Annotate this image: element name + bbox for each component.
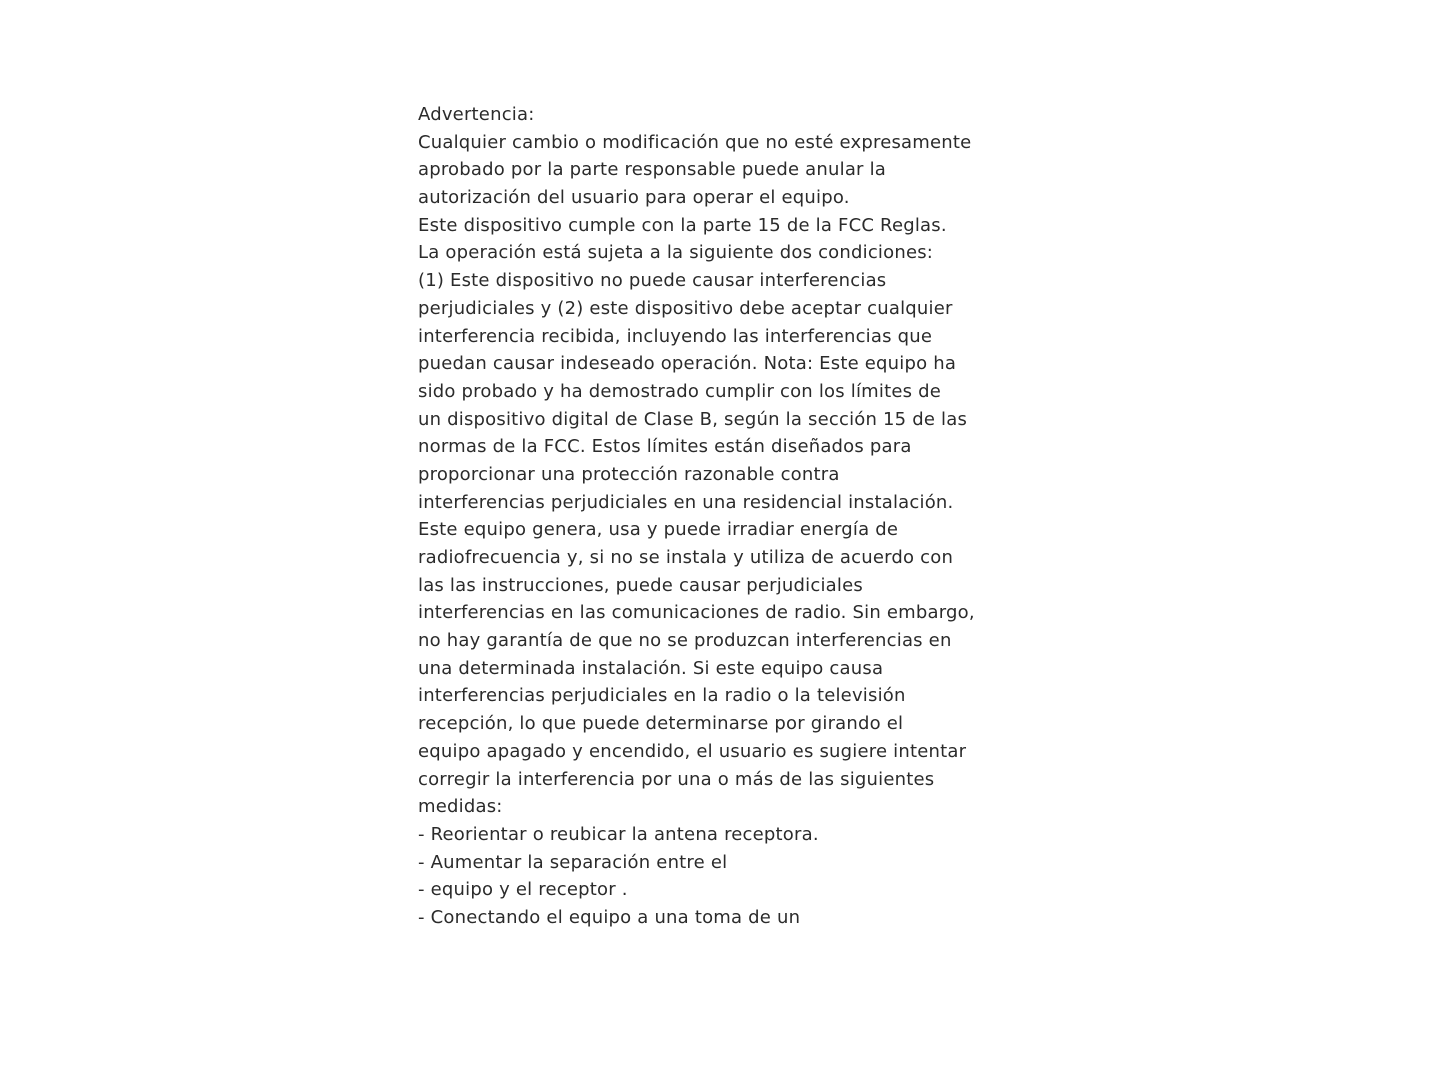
- text-line: un dispositivo digital de Clase B, según la sección 15 de las: [418, 408, 968, 430]
- text-line: La operación está sujeta a la siguiente dos condiciones:: [418, 242, 934, 264]
- text-line: corregir la interferencia por una o más de las siguientes: [418, 768, 935, 790]
- text-line: Este equipo genera, usa y puede irradiar energía de: [418, 519, 899, 541]
- text-line: las las instrucciones, puede causar perjudiciales: [418, 574, 863, 596]
- text-line: equipo apagado y encendido, el usuario es sugiere intentar: [418, 740, 967, 762]
- text-line: Este dispositivo cumple con la parte 15 de la FCC Reglas.: [418, 214, 947, 236]
- text-line: (1) Este dispositivo no puede causar interferencias: [418, 270, 887, 292]
- warning-heading: Advertencia:: [418, 104, 535, 125]
- text-line: interferencias en las comunicaciones de radio. Sin embargo,: [418, 602, 975, 624]
- text-line: autorización del usuario para operar el equipo.: [418, 187, 850, 209]
- text-line: no hay garantía de que no se produzcan interferencias en: [418, 630, 952, 652]
- text-line: Cualquier cambio o modificación que no esté expresamente: [418, 131, 972, 153]
- text-line: medidas:: [418, 796, 503, 818]
- list-item: - Reorientar o reubicar la antena receptora.: [418, 823, 819, 845]
- text-line: proporcionar una protección razonable contra: [418, 463, 840, 485]
- text-line: recepción, lo que puede determinarse por girando el: [418, 713, 904, 735]
- text-line: interferencia recibida, incluyendo las interferencias que: [418, 325, 933, 347]
- fcc-warning-text: [418, 101, 1038, 932]
- list-item: - Conectando el equipo a una toma de un: [418, 906, 801, 928]
- list-item: - equipo y el receptor .: [418, 879, 628, 901]
- text-line: una determinada instalación. Si este equipo causa: [418, 657, 884, 679]
- text-line: interferencias perjudiciales en la radio o la televisión: [418, 685, 906, 707]
- text-line: normas de la FCC. Estos límites están diseñados para: [418, 436, 912, 458]
- text-line: aprobado por la parte responsable puede anular la: [418, 159, 887, 181]
- text-line: interferencias perjudiciales en una residencial instalación.: [418, 491, 954, 513]
- text-line: perjudiciales y (2) este dispositivo debe aceptar cualquier: [418, 297, 953, 319]
- list-item: - Aumentar la separación entre el: [418, 851, 728, 873]
- text-line: puedan causar indeseado operación. Nota: Este equipo ha: [418, 353, 957, 375]
- text-line: sido probado y ha demostrado cumplir con los límites de: [418, 380, 942, 402]
- text-line: radiofrecuencia y, si no se instala y utiliza de acuerdo con: [418, 547, 954, 568]
